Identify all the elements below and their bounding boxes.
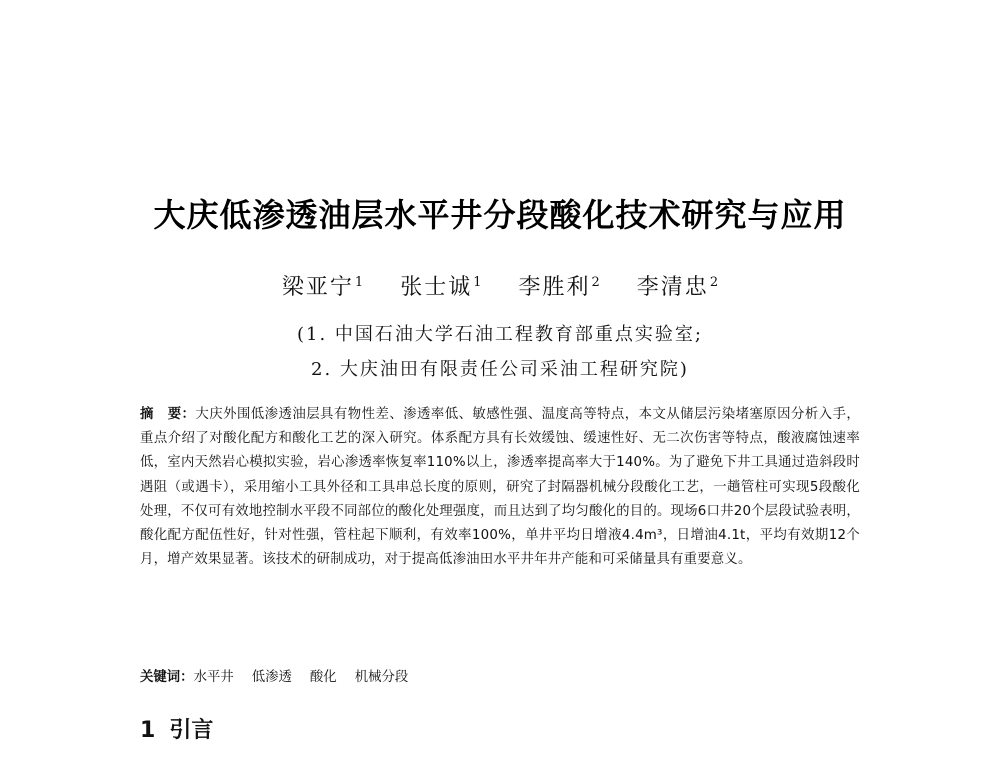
abstract-text: 大庆外围低渗透油层具有物性差、渗透率低、敏感性强、温度高等特点，本文从储层污染堵塞原因分析入手，重点介绍了对酸化配方和酸化工艺的深入研究。体系配方具有长效缓蚀、缓速性好、无二次伤害等特点，酸液腐蚀速率低，室内天然岩心模拟实验，岩心渗透率恢复率110%以上，渗透率提高率大于140%。为了避免下井工具通过造斜段时遇阻（或遇卡），采用缩小工具外径和工具串总长度的原则，研究了封隔器机械分段酸化工艺，一趟管柱可实现5段酸化处理，不仅可有效地控制水平段不同部位的酸化处理强度，而且达到了均匀酸化的目的。现场6口井20个层段试验表明，酸化配方配伍性好，针对性强，管柱起下顺利，有效率100%，单井平均日增液4.4m³，日增油4.1t，平均有效期12个月，增产效果显著。该技术的研制成功，对于提高低渗油田水平井年井产能和可采储量具有重要意义。 (140, 407, 860, 568)
keyword: 机械分段 (354, 670, 409, 685)
paper-title: 大庆低渗透油层水平井分段酸化技术研究与应用 (153, 196, 847, 234)
author-affiliation-mark: 2 (591, 274, 600, 290)
abstract (140, 403, 860, 572)
author-name: 李胜利 (518, 275, 591, 300)
author (519, 270, 600, 301)
keywords-label: 关键词： (140, 670, 194, 685)
author (282, 270, 363, 301)
keyword: 低渗透 (251, 670, 292, 685)
affiliation-line-1: (1. 中国石油大学石油工程教育部重点实验室; (297, 324, 703, 345)
author (400, 270, 481, 301)
author (637, 270, 718, 301)
section-number: 1 (140, 718, 156, 743)
keyword: 酸化 (309, 670, 337, 685)
author-affiliation-mark: 1 (473, 274, 482, 290)
abstract-label: 摘 要： (140, 407, 196, 422)
author-name: 梁亚宁 (281, 275, 354, 300)
author-list (0, 270, 1000, 301)
author-name: 张士诚 (400, 275, 473, 300)
keywords (140, 666, 860, 690)
author-affiliation-mark: 2 (709, 274, 719, 290)
author-affiliation-mark: 1 (354, 274, 364, 290)
section-heading (140, 713, 213, 744)
author-name: 李清忠 (636, 275, 709, 300)
section-title: 引言 (169, 718, 214, 743)
affiliation-line-2: 2. 大庆油田有限责任公司采油工程研究院) (311, 359, 689, 380)
keyword: 水平井 (193, 670, 234, 685)
